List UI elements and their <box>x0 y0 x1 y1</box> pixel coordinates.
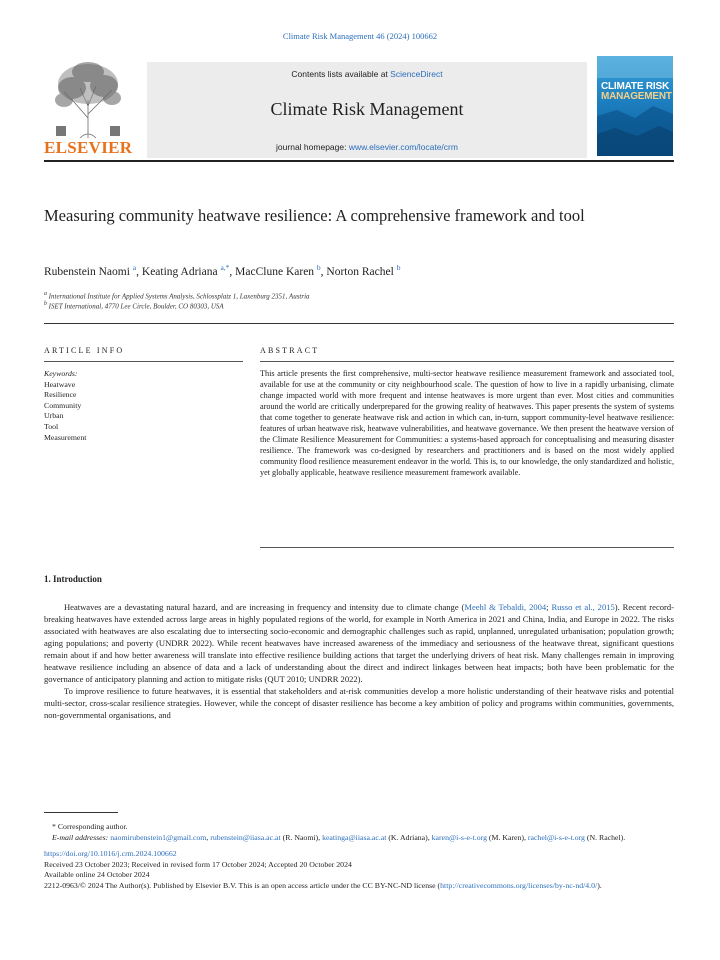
email-addresses <box>44 833 674 844</box>
introduction-heading: 1. Introduction <box>44 574 102 584</box>
author-affiliation-mark[interactable]: a <box>132 263 137 272</box>
contents-line <box>147 69 587 79</box>
footnote-divider <box>44 812 118 813</box>
received-dates: Received 23 October 2023; Received in revised form 17 October 2024; Accepted 20 October 2024 <box>44 859 352 869</box>
email-owner: (K. Adriana), <box>386 832 432 842</box>
email-link[interactable]: karen@i-s-e-t.org <box>431 832 487 842</box>
abstract-bottom-divider <box>260 547 674 548</box>
license-statement <box>44 881 674 892</box>
email-link[interactable]: keatinga@iiasa.ac.at <box>322 832 387 842</box>
paragraph-text: ). Recent record-breaking heatwaves have extended across large areas in highly populated regions of the world, for example in North America in 2021 and China, India, and Europe in 2022. The risks associated with heatwaves are also escalating due to intersecting socio-economic and demographic challenges such as rapid, unplanned, unregulated urbanisation; population growth; aging populations; and poverty (UNDRR 2022). While recent heatwaves have increased awareness of the immediacy and seriousness of the heatwave threat, significant questions remain about if and how better awareness will translate into effective resilience building actions that target the underlying drivers of heat risk. Many challenges remain in improving heatwave resilience including an absence of data and a lack of understanding about the direct and indirect linkages between heat impacts; both have been problematic for the governance of anticipatory planning and action to mitigate risks (QUT 2010; UNDRR 2022). <box>44 602 674 685</box>
email-owner: (N. Rachel). <box>584 832 626 842</box>
keywords-block <box>44 369 234 443</box>
author-name[interactable]: Norton Rachel <box>326 265 394 278</box>
author-affiliation-mark[interactable]: b <box>396 263 401 272</box>
citation-link[interactable]: Meehl & Tebaldi, 2004 <box>464 602 547 612</box>
affiliation-text: International Institute for Applied Systems Analysis, Schlossplatz 1, Laxenburg 2351, Austria <box>48 292 310 301</box>
journal-reference[interactable]: Climate Risk Management 46 (2024) 100662 <box>282 31 438 41</box>
license-text: 2212-0963/© 2024 The Author(s). Published by Elsevier B.V. This is an open access article under the CC BY-NC-ND license ( <box>44 880 441 890</box>
affiliation-mark: b <box>44 301 47 307</box>
journal-title: Climate Risk Management <box>270 99 464 119</box>
email-link[interactable]: naomirubenstein1@gmail.com <box>110 832 207 842</box>
abstract-text: This article presents the first comprehensive, multi-sector heatwave resilience measurement framework and associated tool, available for use at the community or city neighbourhood scale. The question of how to live in a rapidly urbanising, climate change impacted world with more frequent and intense heatwaves is more urgent than ever. Most cities and communities around the world are critically underprepared for the growing reality of heatwaves. This paper presents the system of systems that come together to generate heatwave risk and action in which can, in-turn, support community-level heatwave resilience: features of urban heatwave risk, heatwave vulnerabilities, and heatwave governance. We then present the heatwave version of the Climate Resilience Measurement for Communities: a systems-based approach for conceptualising and measuring disaster resilience. The framework was co-designed by researchers and practitioners and is based on the most widely applied community flood resilience measurement endeavor in the world. This is, to our knowledge, the only standardized and holistic, yet globally applicable, heatwave resilience measurement framework available. <box>260 369 674 478</box>
journal-homepage-link[interactable]: www.elsevier.com/locate/crm <box>348 142 458 152</box>
email-link[interactable]: rachel@i-s-e-t.org <box>527 832 585 842</box>
affiliation-text: ISET International, 4770 Lee Circle, Boulder, CO 80303, USA <box>48 302 224 311</box>
email-link[interactable]: rubenstein@iiasa.ac.at <box>210 832 281 842</box>
author-affiliation-mark[interactable]: a,* <box>220 263 230 272</box>
keyword: Measurement <box>44 432 87 442</box>
introduction-body <box>44 601 674 721</box>
citation-separator: ; <box>546 602 552 612</box>
article-info-heading: ARTICLE INFO <box>44 346 125 355</box>
author-name[interactable]: Rubenstein Naomi <box>44 265 130 278</box>
homepage-line <box>147 142 587 152</box>
keywords-label: Keywords: <box>44 369 78 378</box>
online-date: Available online 24 October 2024 <box>44 870 150 880</box>
cover-title-line1: CLIMATE RISK <box>601 81 669 92</box>
paragraph: To improve resilience to future heatwaves, it is essential that stakeholders and at-risk communities develop a more holistic understanding of their heatwave risks and potential multi-sector, cross-scalar resilience strategies. However, while the concept of disaster resilience has become a key ambition of policy and programs within communities, governments, non-governmental organisations, and <box>44 686 674 721</box>
license-text: ). <box>597 880 602 890</box>
article-metadata <box>44 849 674 891</box>
journal-info-box <box>147 62 587 158</box>
doi-link[interactable]: https://doi.org/10.1016/j.crm.2024.100662 <box>44 849 177 858</box>
author-separator: , <box>229 265 236 278</box>
license-link[interactable]: http://creativecommons.org/licenses/by-nc-nd/4.0/ <box>440 880 598 890</box>
section-divider <box>44 323 674 324</box>
cover-title <box>601 82 671 102</box>
sciencedirect-link[interactable]: ScienceDirect <box>390 69 443 79</box>
author-separator: , <box>136 265 142 278</box>
article-info-divider <box>44 361 243 362</box>
journal-header <box>44 56 674 162</box>
author-separator: , <box>320 265 327 278</box>
header-divider <box>44 160 674 162</box>
keyword: Community <box>44 400 82 410</box>
keyword: Tool <box>44 421 59 431</box>
affiliation <box>44 301 664 310</box>
paragraph <box>44 601 674 685</box>
keyword: Resilience <box>44 390 77 400</box>
homepage-label: journal homepage: <box>276 142 349 152</box>
author-name[interactable]: MacClune Karen <box>235 265 315 278</box>
contents-label: Contents lists available at <box>291 69 391 79</box>
abstract-heading: ABSTRACT <box>260 346 320 355</box>
author-affiliation-mark[interactable]: b <box>316 263 321 272</box>
author-name[interactable]: Keating Adriana <box>141 265 218 278</box>
citation-link[interactable]: Russo et al., 2015 <box>551 602 615 612</box>
email-label: E-mail addresses: <box>52 832 109 842</box>
affiliation-mark: a <box>44 291 47 297</box>
publisher-name: ELSEVIER <box>44 138 133 157</box>
cover-title-line2: MANAGEMENT <box>601 91 672 102</box>
affiliation <box>44 291 664 300</box>
keyword: Heatwave <box>44 379 76 389</box>
footnotes <box>44 822 674 843</box>
email-owner: (R. Naomi), <box>280 832 323 842</box>
email-owner: (M. Karen), <box>486 832 528 842</box>
journal-cover-image <box>597 56 673 156</box>
keyword: Urban <box>44 411 64 421</box>
paragraph-text: Heatwaves are a devastating natural hazard, and are increasing in frequency and intensity due to climate change ( <box>64 602 465 612</box>
abstract-divider <box>260 361 674 362</box>
email-separator: , <box>206 832 211 842</box>
corresponding-author-note: * Corresponding author. <box>52 822 128 831</box>
paper-title: Measuring community heatwave resilience: A comprehensive framework and tool <box>44 206 585 225</box>
author-list <box>44 263 664 278</box>
